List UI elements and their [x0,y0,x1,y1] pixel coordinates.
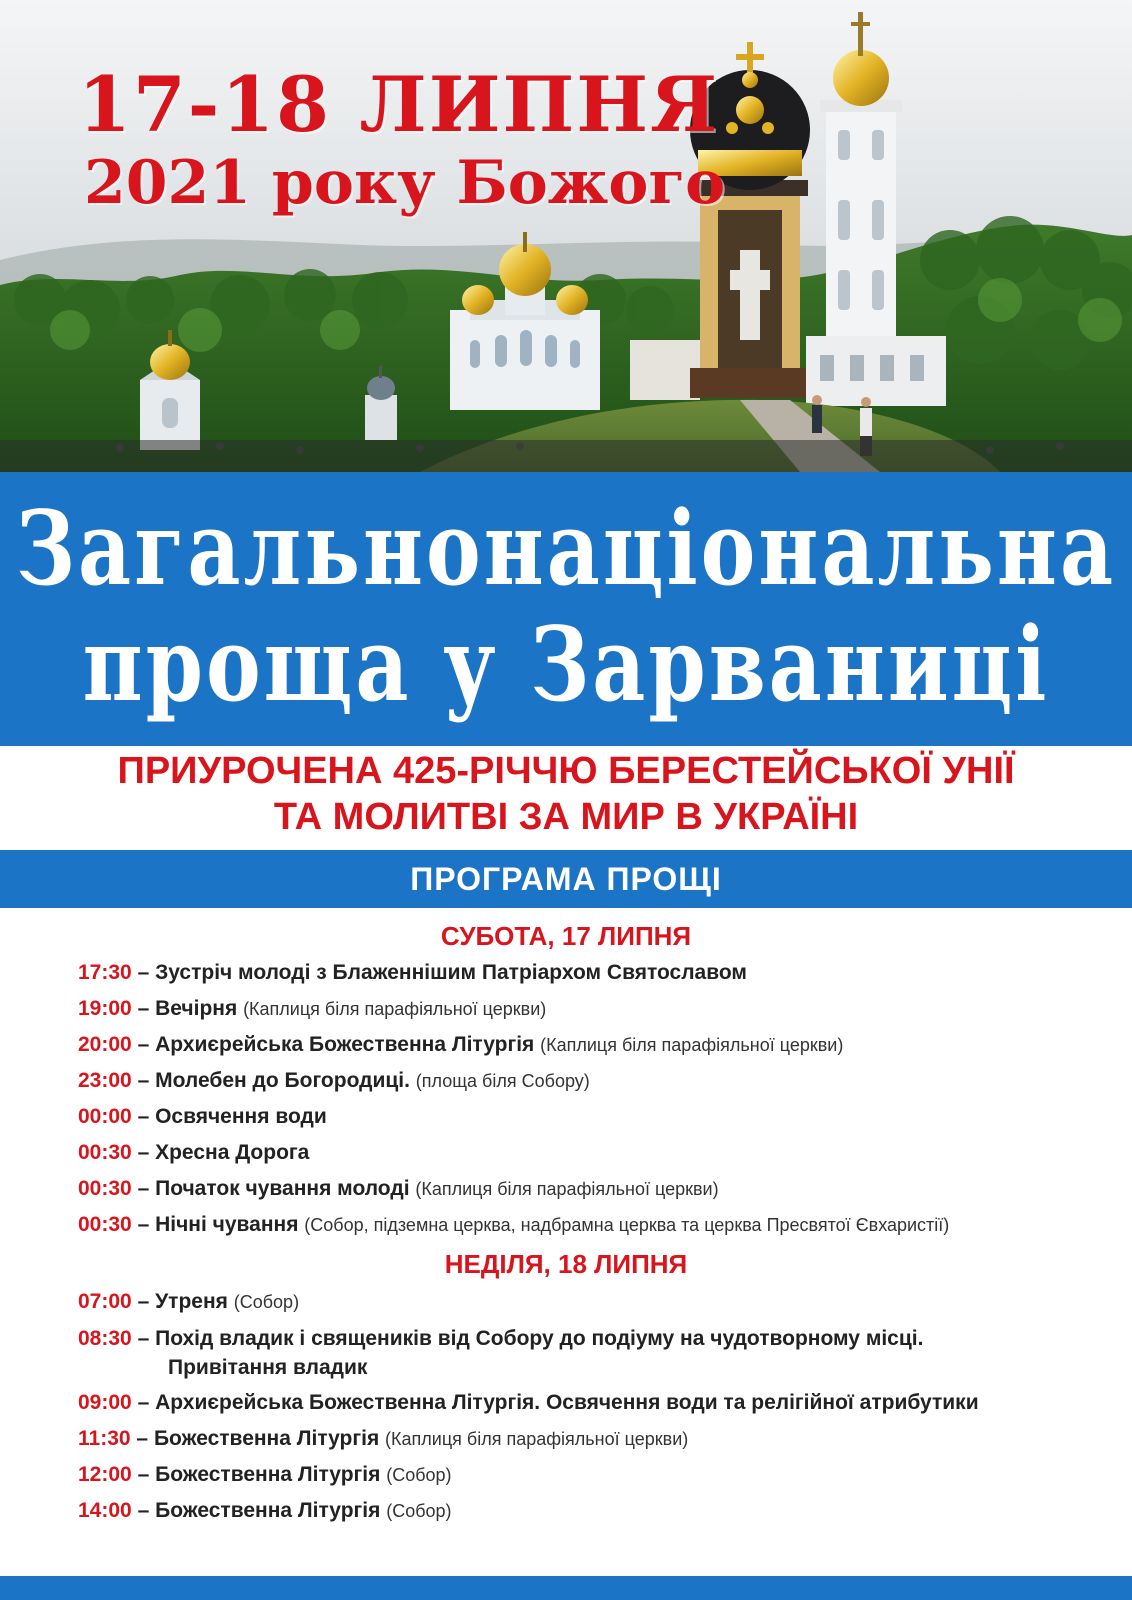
dash: – [137,1213,150,1236]
event-time: 08:30 [78,1327,132,1350]
event-place: (Собор) [386,1501,452,1521]
dash: – [137,1391,150,1414]
schedule-row [78,1207,1118,1243]
header-photo [0,0,1132,472]
event-title: Хресна Дорога [155,1141,310,1164]
event-place: (Каплиця біля парафіяльної церкви) [415,1179,719,1199]
event-time: 00:30 [78,1141,132,1164]
event-title: Архиєрейська Божественна Літургія. Освячення води та релігійної атрибутики [155,1391,979,1414]
schedule-row [78,1063,1118,1099]
schedule-row [78,1171,1118,1207]
event-title: Молебен до Богородиці. [155,1069,410,1092]
event-title: Нічні чування [155,1213,299,1236]
dash: – [137,961,150,984]
event-time: 07:00 [78,1290,132,1313]
event-time: 00:30 [78,1213,132,1236]
event-title: Божественна Літургія [153,1427,380,1450]
dash: – [137,1327,150,1350]
event-place: (Каплиця біля парафіяльної церкви) [243,999,547,1019]
schedule-row [78,1284,1118,1320]
dedication-subtitle [0,748,1132,840]
dash: – [136,1427,149,1450]
event-title-continuation: Привітання владик [168,1356,368,1379]
schedule-row [78,955,1118,991]
schedule-row [78,1027,1118,1063]
event-place: (площа біля Собору) [415,1071,590,1091]
schedule-row [78,1320,1118,1385]
main-title-band [0,472,1132,746]
event-dates [78,60,726,220]
event-title: Освячення води [155,1105,327,1128]
event-time: 11:30 [78,1427,131,1450]
program-heading: ПРОГРАМА ПРОЩІ [0,850,1132,908]
schedule-sunday [78,1284,1118,1529]
schedule-saturday [78,955,1118,1243]
event-title: Архиєрейська Божественна Літургія [155,1033,535,1056]
schedule-row [78,1385,1118,1421]
main-title-line1: Загальнонаціональна [15,489,1117,609]
event-place: (Собор) [233,1292,300,1312]
dash: – [137,1033,150,1056]
schedule-row [78,1457,1118,1493]
event-time: 14:00 [78,1499,132,1522]
event-time: 09:00 [78,1391,132,1414]
day-heading-sunday: НЕДІЛЯ, 18 ЛИПНЯ [444,1249,688,1279]
event-time: 00:00 [78,1105,132,1128]
event-time: 20:00 [78,1033,132,1056]
event-title: Божественна Літургія [155,1499,381,1522]
event-time: 12:00 [78,1463,132,1486]
schedule-row [78,1099,1118,1135]
event-place: (Собор) [386,1465,452,1485]
event-place: (Собор, підземна церква, надбрамна церква та церква Пресвятої Євхаристії) [304,1215,950,1235]
dash: – [137,1499,150,1522]
event-time: 00:30 [78,1177,132,1200]
event-title: Утреня [155,1290,228,1313]
dash: – [137,1463,150,1486]
event-title: Початок чування молоді [155,1177,410,1200]
event-time: 23:00 [78,1069,132,1092]
event-title: Зустріч молоді з Блаженнішим Патріархом Святославом [155,961,747,984]
schedule-row [78,1493,1118,1529]
schedule-row [78,1135,1118,1171]
dash: – [137,1141,150,1164]
event-time: 19:00 [78,997,132,1020]
main-title-line2: проща у Зарваниці [82,605,1050,725]
dash: – [137,1290,150,1313]
schedule-row [78,1421,1118,1457]
year-line: 2021 року Божого [84,148,726,218]
day-heading-saturday: СУБОТА, 17 ЛИПНЯ [440,921,692,951]
event-place: (Каплиця біля парафіяльної церкви) [540,1035,844,1055]
date-range: 17-18 ЛИПНЯ [78,60,720,149]
event-place: (Каплиця біля парафіяльної церкви) [385,1429,689,1449]
dash: – [137,1105,150,1128]
event-time: 17:30 [78,961,132,984]
bottom-blue-bar [0,1576,1132,1600]
event-title: Похід владик і священиків від Собору до подіуму на чудотворному місці. [155,1327,924,1350]
dash: – [137,1177,150,1200]
event-title: Вечірня [155,997,238,1020]
schedule-row [78,991,1118,1027]
dash: – [137,997,150,1020]
dash: – [137,1069,150,1092]
subtitle-line2: ТА МОЛИТВІ ЗА МИР В УКРАЇНІ [273,796,859,838]
subtitle-line1: ПРИУРОЧЕНА 425-РІЧЧЮ БЕРЕСТЕЙСЬКОЇ УНІЇ [117,750,1015,792]
event-title: Божественна Літургія [155,1463,381,1486]
